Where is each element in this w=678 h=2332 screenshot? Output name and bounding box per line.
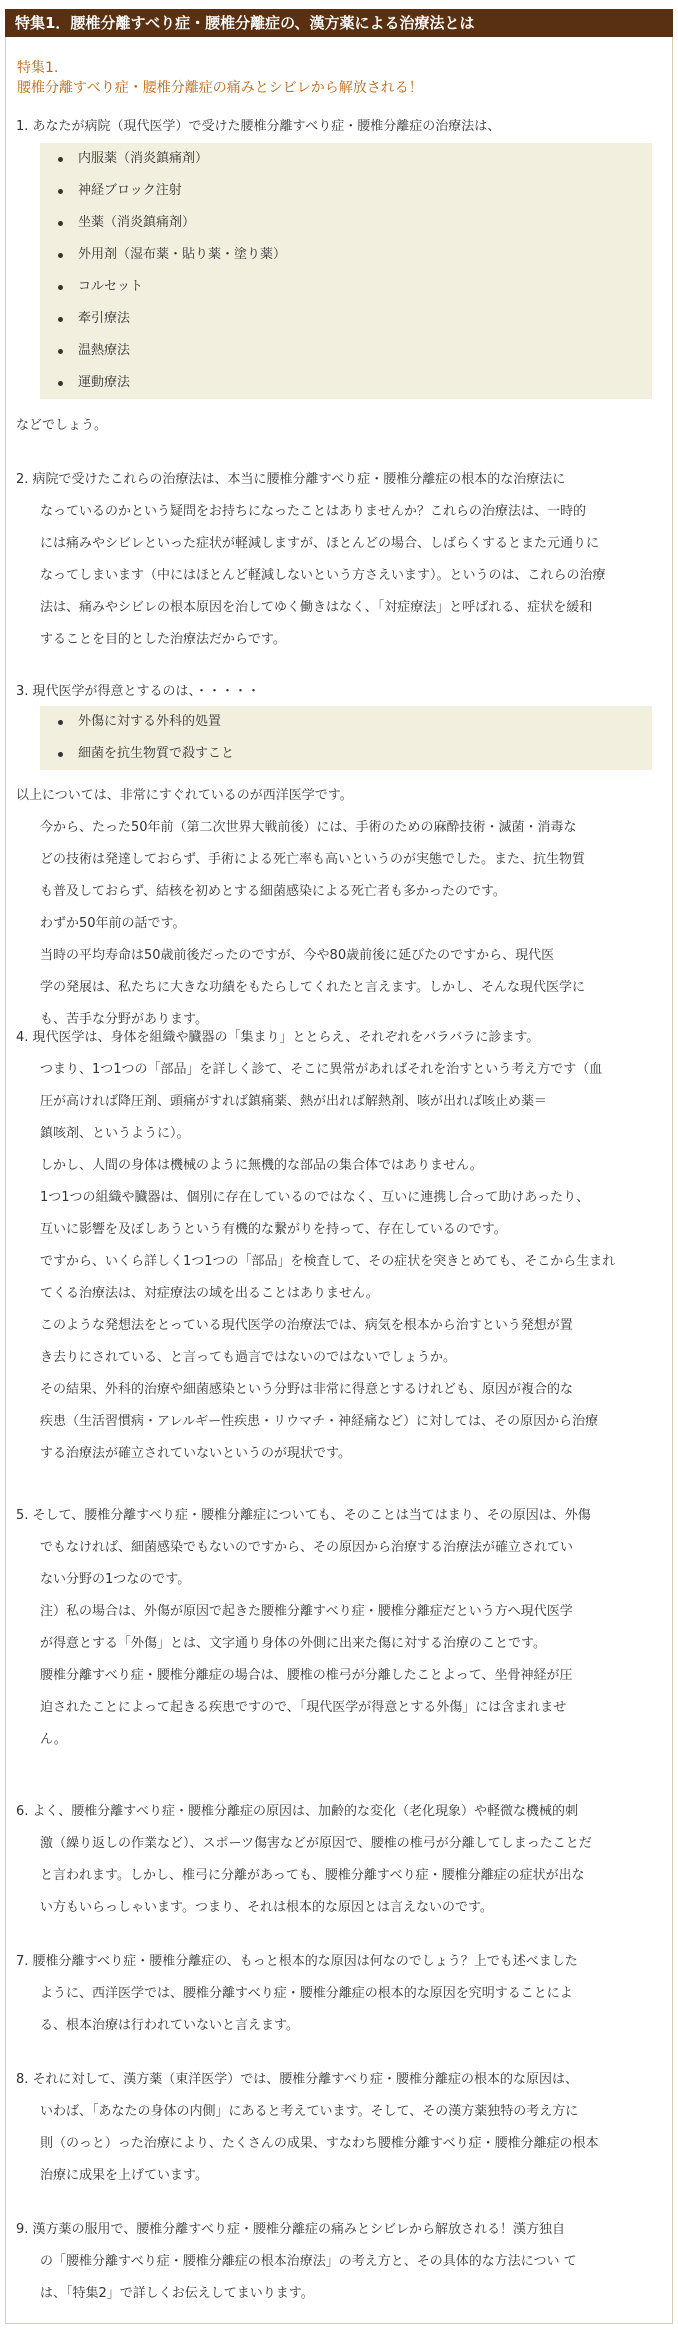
- paragraph-line: ない分野の1つなのです。: [40, 1572, 191, 1587]
- list-item: [40, 738, 652, 770]
- section-4: [16, 1022, 656, 1470]
- section-1-lead-line: 1. あなたが病院（現代医学）で受けた腰椎分離すべり症・腰椎分離症の治療法は、: [16, 119, 501, 134]
- paragraph-line: 5. そして、腰椎分離すべり症・腰椎分離症についても、そのことは当てはまり、その原因は、外傷: [16, 1508, 591, 1523]
- paragraph-line: は、「特集2」で詳しくお伝えしてまいります。: [40, 2286, 314, 2301]
- paragraph-line: る、根本治療は行われていないと言えます。: [40, 2018, 299, 2033]
- paragraph-line: が得意とする「外傷」とは、文字通り身体の外側に出来た傷に対する治療のことです。: [40, 1636, 546, 1651]
- paragraph-line: つまり、1つ1つの「部品」を詳しく診て、そこに異常があればそれを治すという考え方です（血: [40, 1062, 603, 1077]
- list-item-label: 外傷に対する外科的処置: [78, 714, 222, 729]
- paragraph-line: することを目的とした治療法だからです。: [40, 632, 286, 647]
- paragraph-line: 4. 現代医学は、身体を組織や臓器の「集まり」ととらえ、それぞれをバラバラに診ます。: [16, 1030, 540, 1045]
- list-item-label: 細菌を抗生物質で殺すこと: [78, 746, 235, 761]
- paragraph-line: なっているのかという疑問をお持ちになったことはありませんか？これらの治療法は、一時的: [40, 504, 587, 519]
- paragraph-line: 鎮咳剤、というように）。: [40, 1126, 190, 1141]
- section-1-lead: [16, 111, 656, 143]
- paragraph-line: 腰椎分離すべり症・腰椎分離症の場合は、腰椎の椎弓が分離したことよって、坐骨神経が圧: [40, 1668, 573, 1683]
- paragraph-line: 9. 漢方薬の服用で、腰椎分離すべり症・腰椎分離症の痛みとシビレから解放される！漢方独自: [16, 2222, 566, 2237]
- paragraph-line: も普及しておらず、結核を初めとする細菌感染による死亡者も多かったのです。: [40, 884, 506, 899]
- paragraph-line: ん。: [40, 1732, 67, 1747]
- feature-label: 特集1.: [17, 60, 59, 76]
- paragraph-line: 互いに影響を及ぼしあうという有機的な繋がりを持って、存在しているのです。: [40, 1222, 507, 1237]
- paragraph-line: 7. 腰椎分離すべり症・腰椎分離症の、もっと根本的な原因は何なのでしょう？上でも述べました: [16, 1954, 578, 1969]
- paragraph-line: 2. 病院で受けたこれらの治療法は、本当に腰椎分離すべり症・腰椎分離症の根本的な治療法に: [16, 472, 566, 487]
- bullet-icon: [58, 157, 63, 162]
- section-8: [16, 2064, 656, 2192]
- paragraph-line: 1つ1つの組織や臓器は、個別に存在しているのではなく、互いに連携し合って助けあったり、: [40, 1190, 590, 1205]
- list-item-label: 温熱療法: [78, 343, 131, 358]
- paragraph-line: 学の発展は、私たちに大きな功績をもたらしてくれたと言えます。しかし、そんな現代医学に: [40, 980, 585, 995]
- list-item-label: 神経ブロック注射: [78, 183, 182, 198]
- paragraph-line: 8. それに対して、漢方薬（東洋医学）では、腰椎分離すべり症・腰椎分離症の根本的な原因は、: [16, 2072, 579, 2087]
- paragraph-line: 迫されたことによって起きる疾患ですので、「現代医学が得意とする外傷」には含まれませ: [40, 1700, 567, 1715]
- paragraph-line: には痛みやシビレといった症状が軽減しますが、ほとんどの場合、しばらくするとまた元通りに: [40, 536, 600, 551]
- section-3-lead-line: 3. 現代医学が得意とするのは、・・・・・: [16, 684, 261, 699]
- section-6: [16, 1796, 656, 1924]
- bullet-icon: [58, 317, 63, 322]
- treatment-list: [40, 143, 652, 399]
- paragraph-line: ように、西洋医学では、腰椎分離すべり症・腰椎分離症の根本的な原因を究明することによ: [40, 1986, 573, 2001]
- paragraph-line: てくる治療法は、対症療法の域を出ることはありません。: [40, 1286, 379, 1301]
- bullet-icon: [58, 221, 63, 226]
- list-item: [40, 367, 652, 399]
- page-title: 特集1．腰椎分離すべり症・腰椎分離症の、漢方薬による治療法とは: [5, 9, 673, 37]
- list-item: [40, 239, 652, 271]
- section-5: [16, 1500, 656, 1756]
- paragraph-line: 当時の平均寿命は50歳前後だったのですが、今や80歳前後に延びたのですから、現代医: [40, 948, 555, 963]
- list-item-label: 牽引療法: [78, 311, 131, 326]
- paragraph-line: ですから、いくら詳しく1つ1つの「部品」を検査して、その症状を突きとめても、そこから生まれ: [40, 1254, 616, 1269]
- paragraph-line: 則（のっと）った治療により、たくさんの成果、すなわち腰椎分離すべり症・腰椎分離症の根本: [40, 2136, 599, 2151]
- list-item-label: 内服薬（消炎鎮痛剤）: [78, 151, 209, 166]
- bullet-icon: [58, 752, 63, 757]
- list-item-label: 運動療法: [78, 375, 131, 390]
- paragraph-line: 6. よく、腰椎分離すべり症・腰椎分離症の原因は、加齢的な変化（老化現象）や軽微な機械的刺: [16, 1804, 579, 1819]
- paragraph-line: 今から、たった50年前（第二次世界大戦前後）には、手術のための麻酔技術・滅菌・消毒な: [40, 820, 577, 835]
- paragraph-line: わずか50年前の話です。: [40, 916, 186, 931]
- list-item-label: 坐薬（消炎鎮痛剤）: [78, 215, 196, 230]
- paragraph-line: 疾患（生活習慣病・アレルギー性疾患・リウマチ・神経痛など）に対しては、その原因から治療: [40, 1414, 599, 1429]
- paragraph-line: の「腰椎分離すべり症・腰椎分離症の根本治療法」の考え方と、その具体的な方法につい て: [40, 2254, 577, 2269]
- list-item: [40, 143, 652, 175]
- bullet-icon: [58, 285, 63, 290]
- paragraph-line: でもなければ、細菌感染でもないのですから、その原因から治療する治療法が確立されてい: [40, 1540, 574, 1555]
- list-item: [40, 271, 652, 303]
- bullet-icon: [58, 381, 63, 386]
- paragraph-line: 激（繰り返しの作業など）、スポーツ傷害などが原因で、腰椎の椎弓が分離してしまったことだ: [40, 1836, 592, 1851]
- paragraph-line: 注）私の場合は、外傷が原因で起きた腰椎分離すべり症・腰椎分離症だという方へ現代医学: [40, 1604, 573, 1619]
- section-2: [16, 464, 656, 656]
- list-item: [40, 335, 652, 367]
- bullet-icon: [58, 349, 63, 354]
- paragraph-line: なってしまいます（中にはほとんど軽減しないという方さえいます）。というのは、これらの治療: [40, 568, 606, 583]
- paragraph-line: する治療法が確立されていないというのが現状です。: [40, 1446, 351, 1461]
- list-item: [40, 207, 652, 239]
- paragraph-line: と言われます。しかし、椎弓に分離があっても、腰椎分離すべり症・腰椎分離症の症状が出な: [40, 1868, 585, 1883]
- bullet-icon: [58, 720, 63, 725]
- bullet-icon: [58, 253, 63, 258]
- list-item: [40, 175, 652, 207]
- list-item: [40, 706, 652, 738]
- paragraph-line: 法は、痛みやシビレの根本原因を治してゆく働きはなく、「対症療法」と呼ばれる、症状を緩和: [40, 600, 593, 615]
- section-9: [16, 2214, 656, 2310]
- paragraph-line: このような発想法をとっている現代医学の治療法では、病気を根本から治すという発想が置: [40, 1318, 573, 1333]
- paragraph-line: 治療に成果を上げています。: [40, 2168, 208, 2183]
- section-3-body: [16, 780, 656, 1036]
- section-1-closing-line: などでしょう。: [16, 418, 108, 433]
- section-3-lead: [16, 676, 656, 708]
- paragraph-line: いわば、「あなたの身体の内側」にあると考えています。そして、その漢方薬独特の考え方に: [40, 2104, 579, 2119]
- paragraph-line: その結果、外科的治療や細菌感染という分野は非常に得意とするけれども、原因が複合的な: [40, 1382, 574, 1397]
- section-7: [16, 1946, 656, 2042]
- paragraph-line: しかし、人間の身体は機械のように無機的な部品の集合体ではありません。: [40, 1158, 483, 1173]
- paragraph-line: 圧が高ければ降圧剤、頭痛がすれば鎮痛薬、熱が出れば解熱剤、咳が出れば咳止め薬＝: [40, 1094, 548, 1109]
- paragraph-line: も、苦手な分野があります。: [40, 1012, 208, 1027]
- strength-list: [40, 706, 652, 770]
- paragraph-line: どの技術は発達しておらず、手術による死亡率も高いというのが実態でした。また、抗生物質: [40, 852, 585, 867]
- feature-tagline: 腰椎分離すべり症・腰椎分離症の痛みとシビレから解放される！: [17, 80, 423, 96]
- paragraph-line: い方もいらっしゃいます。つまり、それは根本的な原因とは言えないのです。: [40, 1900, 493, 1915]
- paragraph-line: 以上については、非常にすぐれているのが西洋医学です。: [16, 788, 353, 803]
- list-item-label: コルセット: [78, 279, 144, 294]
- bullet-icon: [58, 189, 63, 194]
- paragraph-line: き去りにされている、と言っても過言ではないのではないでしょうか。: [40, 1350, 457, 1365]
- section-1-closing: [16, 410, 656, 442]
- list-item: [40, 303, 652, 335]
- list-item-label: 外用剤（湿布薬・貼り薬・塗り薬）: [78, 247, 287, 262]
